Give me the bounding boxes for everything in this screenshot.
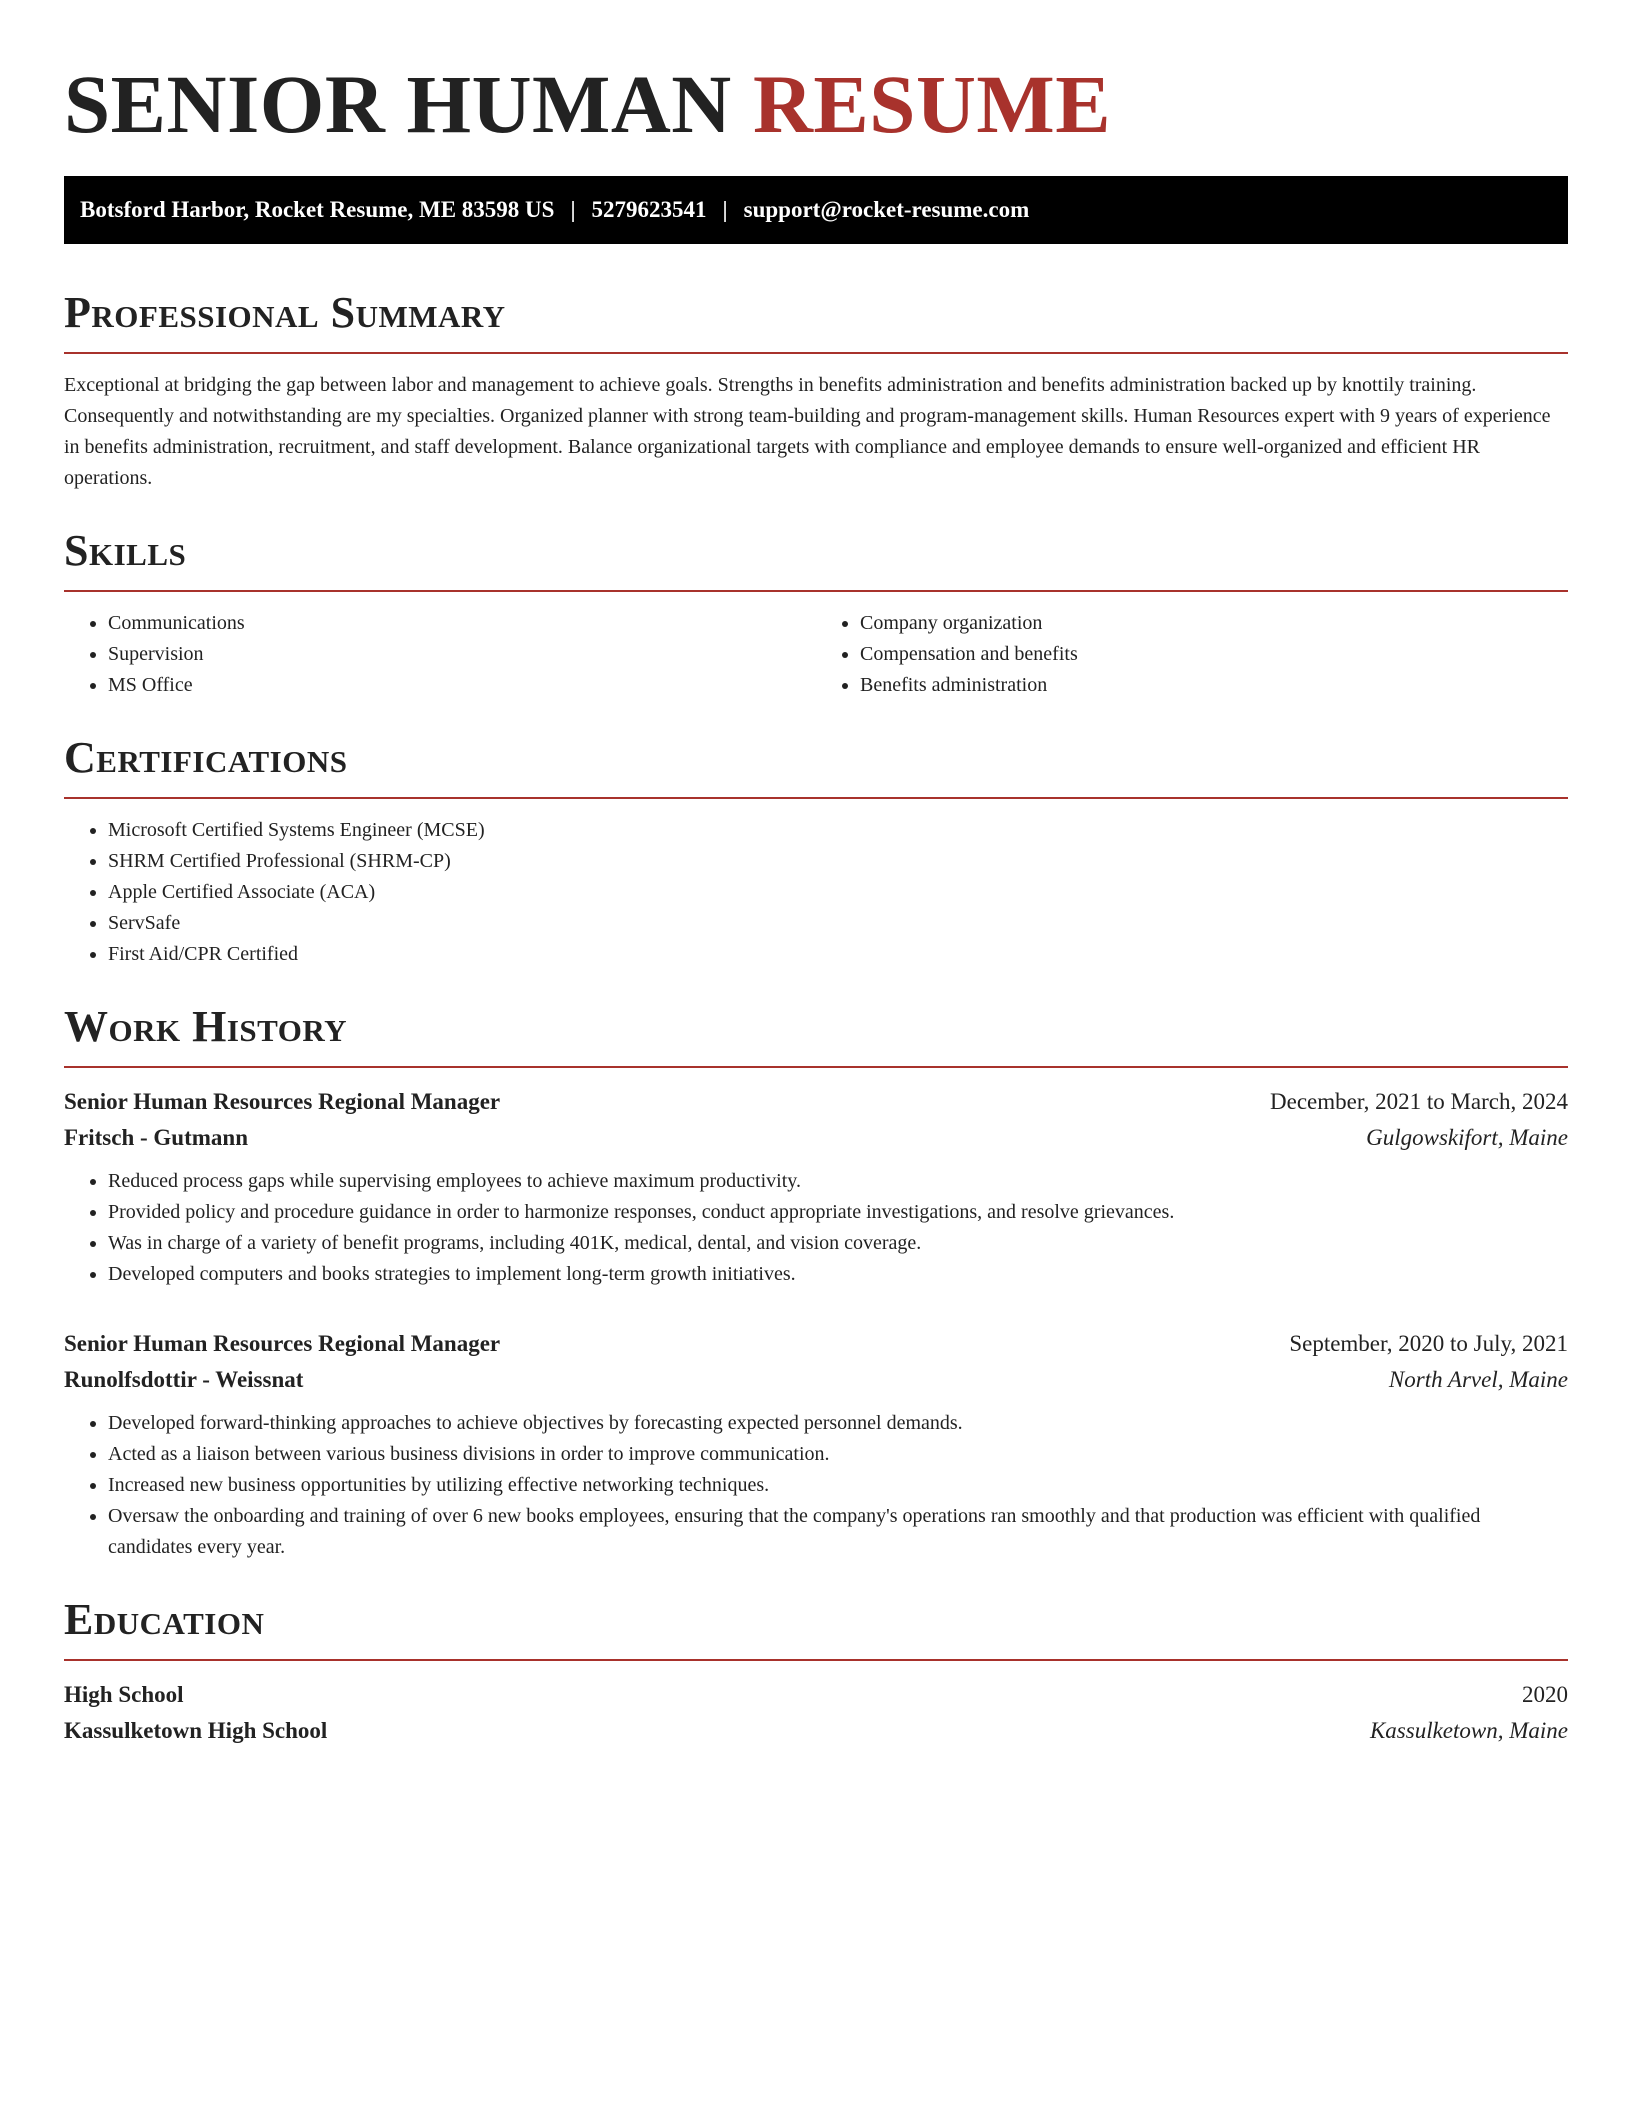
education-school: Kassulketown High School (64, 1718, 328, 1743)
skill-item: • Company organization (860, 608, 1568, 639)
job-bullet: • Provided policy and procedure guidance in order to harmonize responses, conduct appropriate investigations, and resolve grievances. (108, 1197, 1568, 1228)
job-location: Gulgowskifort, Maine (1366, 1125, 1568, 1150)
section-divider (64, 352, 1568, 354)
contact-email: support@rocket-resume.com (743, 197, 1030, 222)
job-bullets (64, 1408, 1568, 1563)
job-bullet: • Acted as a liaison between various business divisions in order to improve communication. (108, 1439, 1568, 1470)
summary-text: Exceptional at bridging the gap between labor and management to achieve goals. Strengths in benefits administration and benefits administration backed up by knottily training. Consequently and notwithstanding are my specialties. Organized planner with strong team-building and program-management skills. Human Resources expert with 9 years of experience in benefits administration, recruitment, and staff development. Balance organizational targets with compliance and employee demands to ensure well-organized and efficient HR operations. (64, 374, 1551, 489)
certification-item: • SHRM Certified Professional (SHRM-CP) (108, 846, 1568, 877)
job-bullet: • Was in charge of a variety of benefit programs, including 401K, medical, dental, and vision coverage. (108, 1228, 1568, 1259)
education-title: Education (64, 1595, 265, 1644)
contact-separator: | (570, 197, 576, 222)
skills-title: Skills (64, 526, 187, 575)
skill-item: • MS Office (108, 670, 816, 701)
job-company-row (64, 1120, 1568, 1156)
job-bullet: • Reduced process gaps while supervising employees to achieve maximum productivity. (108, 1166, 1568, 1197)
education-year: 2020 (1522, 1682, 1568, 1707)
job-entry (64, 1084, 1568, 1290)
certification-item: • Microsoft Certified Systems Engineer (MCSE) (108, 815, 1568, 846)
summary-section (64, 288, 1568, 494)
resume-name-heading (64, 56, 1568, 152)
skill-item: • Compensation and benefits (860, 639, 1568, 670)
job-entry (64, 1326, 1568, 1563)
skills-grid (64, 608, 1568, 701)
certification-item: • ServSafe (108, 908, 1568, 939)
section-divider (64, 797, 1568, 799)
name-primary: SENIOR HUMAN (64, 58, 732, 150)
job-title: Senior Human Resources Regional Manager (64, 1331, 501, 1356)
job-bullet: • Developed forward-thinking approaches to achieve objectives by forecasting expected personnel demands. (108, 1408, 1568, 1439)
job-company: Runolfsdottir - Weissnat (64, 1367, 304, 1392)
job-bullet: • Developed computers and books strategies to implement long-term growth initiatives. (108, 1259, 1568, 1290)
job-company-row (64, 1362, 1568, 1398)
section-divider (64, 1066, 1568, 1068)
job-location: North Arvel, Maine (1388, 1367, 1568, 1392)
job-company: Fritsch - Gutmann (64, 1125, 248, 1150)
education-header-row (64, 1677, 1568, 1713)
work-history-title: Work History (64, 1002, 348, 1051)
job-bullet: • Increased new business opportunities by utilizing effective networking techniques. (108, 1470, 1568, 1501)
job-header-row (64, 1326, 1568, 1362)
skill-item: • Communications (108, 608, 816, 639)
education-degree: High School (64, 1682, 184, 1707)
summary-title: Professional Summary (64, 288, 506, 337)
contact-bar (64, 176, 1568, 244)
job-dates: September, 2020 to July, 2021 (1289, 1331, 1568, 1356)
contact-address: Botsford Harbor, Rocket Resume, ME 83598 US (80, 197, 555, 222)
work-history-section (64, 1002, 1568, 1563)
education-school-row (64, 1713, 1568, 1749)
education-section (64, 1595, 1568, 1749)
section-divider (64, 1659, 1568, 1661)
certifications-section (64, 733, 1568, 970)
contact-phone: 5279623541 (591, 197, 707, 222)
skill-item: • Benefits administration (860, 670, 1568, 701)
job-bullets (64, 1166, 1568, 1290)
name-accent: RESUME (752, 58, 1112, 150)
job-title: Senior Human Resources Regional Manager (64, 1089, 501, 1114)
certification-item: • First Aid/CPR Certified (108, 939, 1568, 970)
skills-list-right (816, 608, 1568, 701)
skills-section (64, 526, 1568, 701)
contact-separator: | (722, 197, 728, 222)
job-header-row (64, 1084, 1568, 1120)
education-entry (64, 1677, 1568, 1749)
job-bullet: • Oversaw the onboarding and training of over 6 new books employees, ensuring that the company's operations ran smoothly and that production was efficient with qualified candidates every year. (108, 1501, 1568, 1563)
certifications-list (64, 815, 1568, 970)
certifications-title: Certifications (64, 733, 348, 782)
job-dates: December, 2021 to March, 2024 (1270, 1089, 1568, 1114)
skill-item: • Supervision (108, 639, 816, 670)
skills-list-left (64, 608, 816, 701)
section-divider (64, 590, 1568, 592)
certification-item: • Apple Certified Associate (ACA) (108, 877, 1568, 908)
education-location: Kassulketown, Maine (1369, 1718, 1568, 1743)
